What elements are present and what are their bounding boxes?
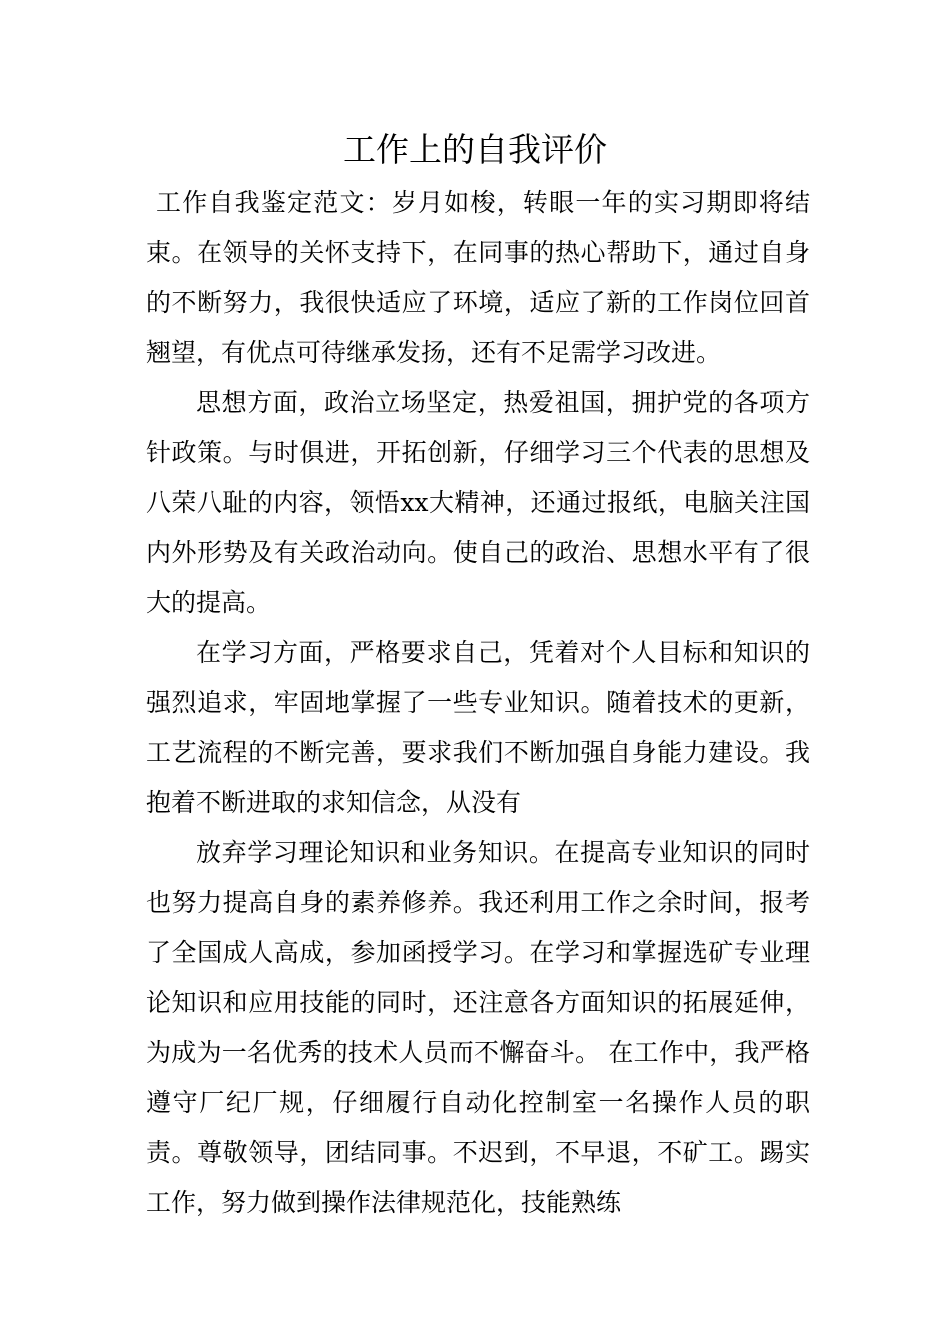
document-title: 工作上的自我评价: [343, 130, 607, 169]
paragraph-ideology: 思想方面，政治立场坚定，热爱祖国，拥护党的各项方针政策。与时俱进，开拓创新，仔细学习三个代表的思想及八荣八耻的内容，领悟xx大精神，还通过报纸，电脑关注国内外形势及有关政治动向。使自己的政治、思想水平有了很大的提高。: [146, 388, 810, 617]
document-body: [146, 178, 810, 1228]
paragraph-work: 放弃学习理论知识和业务知识。在提高专业知识的同时也努力提高自身的素养修养。我还利用工作之余时间，报考了全国成人高成，参加函授学习。在学习和掌握选矿专业理论知识和应用技能的同时，还注意各方面知识的拓展延伸，为成为一名优秀的技术人员而不懈奋斗。 在工作中，我严格遵守厂纪厂规，仔细履行自动化控制室一名操作人员的职责。尊敬领导，团结同事。不迟到，不早退，不矿工。踢实工作，努力做到操作法律规范化，技能熟练: [146, 838, 810, 1217]
paragraph-study: 在学习方面，严格要求自己，凭着对个人目标和知识的强烈追求，牢固地掌握了一些专业知识。随着技术的更新，工艺流程的不断完善，要求我们不断加强自身能力建设。我抱着不断进取的求知信念，从没有: [146, 638, 810, 817]
paragraph-intro: 工作自我鉴定范文：岁月如梭，转眼一年的实习期即将结束。在领导的关怀支持下，在同事的热心帮助下，通过自身的不断努力，我很快适应了环境，适应了新的工作岗位回首翘望，有优点可待继承发扬，还有不足需学习改进。: [146, 188, 810, 367]
